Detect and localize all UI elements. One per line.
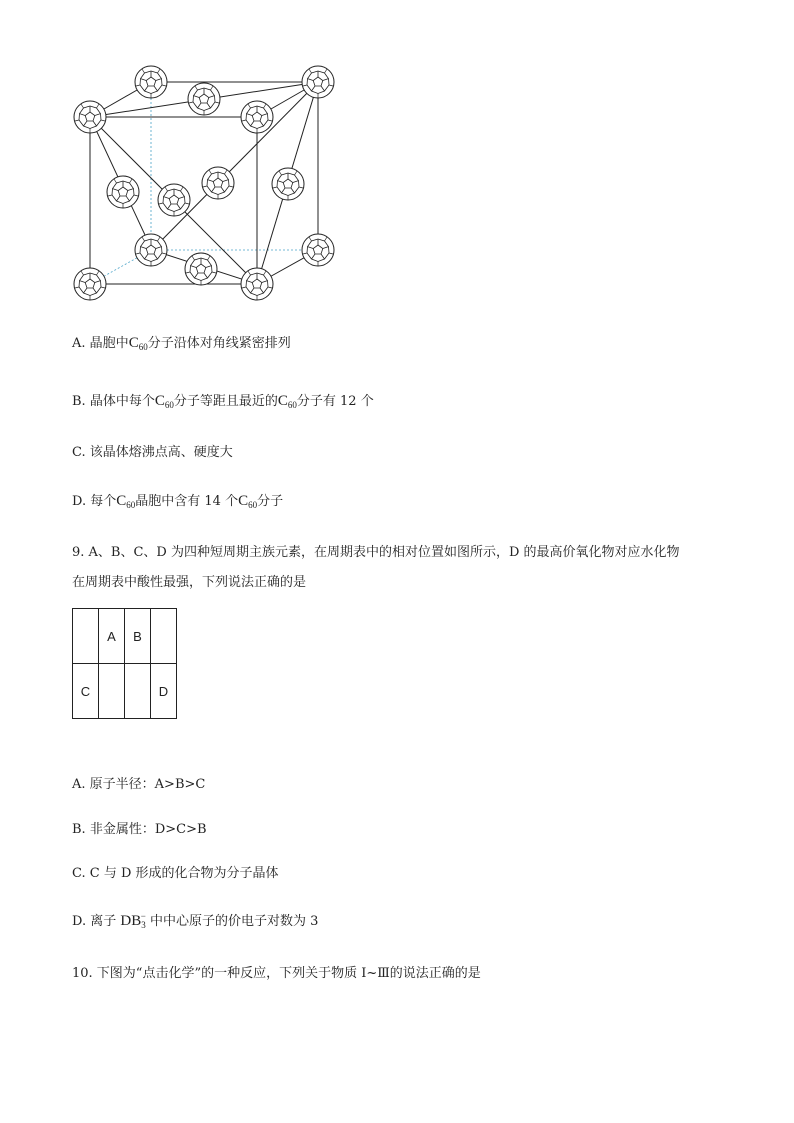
c60-unit-cell-figure [70,62,340,307]
q8-option-d[interactable] [72,490,283,510]
chem-symbol: C [154,393,165,409]
subscript: 60 [138,342,148,352]
q9-option-d[interactable] [72,910,318,930]
option-text: 中中心原子的价电子对数为 3 [149,914,319,929]
table-cell [151,609,177,664]
q8-option-b[interactable] [72,390,374,410]
q8-option-c[interactable] [72,441,233,460]
q9-option-b[interactable] [72,818,207,837]
option-letter: B. [72,822,86,837]
option-text: 分子沿体对角线紧密排列 [147,336,291,351]
subscript: 60 [126,500,136,510]
q9-stem-line1: 9. A、B、C、D 为四种短周期主族元素，在周期表中的相对位置如图所示，D 的最高价氧化物对应水化物 [72,545,680,560]
table-cell: B [125,609,151,664]
table-row [73,609,177,664]
periodic-table-fragment [72,608,177,719]
table-cell [99,664,125,719]
option-text: 晶胞中 [89,336,129,351]
option-letter: C. [72,866,86,881]
superscript: − [140,911,146,921]
option-letter: B. [72,394,86,409]
option-letter: A. [72,336,86,351]
option-text: 非金属性：D>C>B [89,822,207,837]
option-text: C 与 D 形成的化合物为分子晶体 [89,866,279,881]
q9-option-c[interactable] [72,862,279,881]
option-text: 分子等距且最近的 [173,394,278,409]
option-text: 每个 [90,494,117,509]
subscript: 60 [248,500,258,510]
option-text: 原子半径：A>B>C [89,777,206,792]
table-cell: A [99,609,125,664]
table-row [73,664,177,719]
table-cell [125,664,151,719]
q9-option-a[interactable] [72,773,205,792]
option-letter: A. [72,777,86,792]
option-letter: D. [72,914,87,929]
chem-symbol: C [238,493,249,509]
q10-stem: 10. 下图为“点击化学”的一种反应，下列关于物质 Ⅰ~Ⅲ的说法正确的是 [72,966,481,981]
chem-symbol: C [116,493,127,509]
option-text: 分子有 12 个 [296,394,374,409]
chem-symbol: C [277,393,288,409]
option-text: 晶体中每个 [89,394,155,409]
option-text: 离子 [90,914,117,929]
subscript: 3 [141,920,146,930]
table-cell: C [73,664,99,719]
option-text: 分子 [257,494,284,509]
option-text: 晶胞中含有 14 个 [135,494,239,509]
chem-symbol: C [128,335,139,351]
ion-formula: DB [120,913,142,929]
subscript: 60 [287,400,297,410]
q8-option-a[interactable] [72,332,291,352]
option-letter: D. [72,494,87,509]
option-text: 该晶体熔沸点高、硬度大 [89,445,233,460]
table-cell [73,609,99,664]
table-cell: D [151,664,177,719]
q9-stem-line2: 在周期表中酸性最强，下列说法正确的是 [72,575,307,590]
subscript: 60 [164,400,174,410]
option-letter: C. [72,445,86,460]
